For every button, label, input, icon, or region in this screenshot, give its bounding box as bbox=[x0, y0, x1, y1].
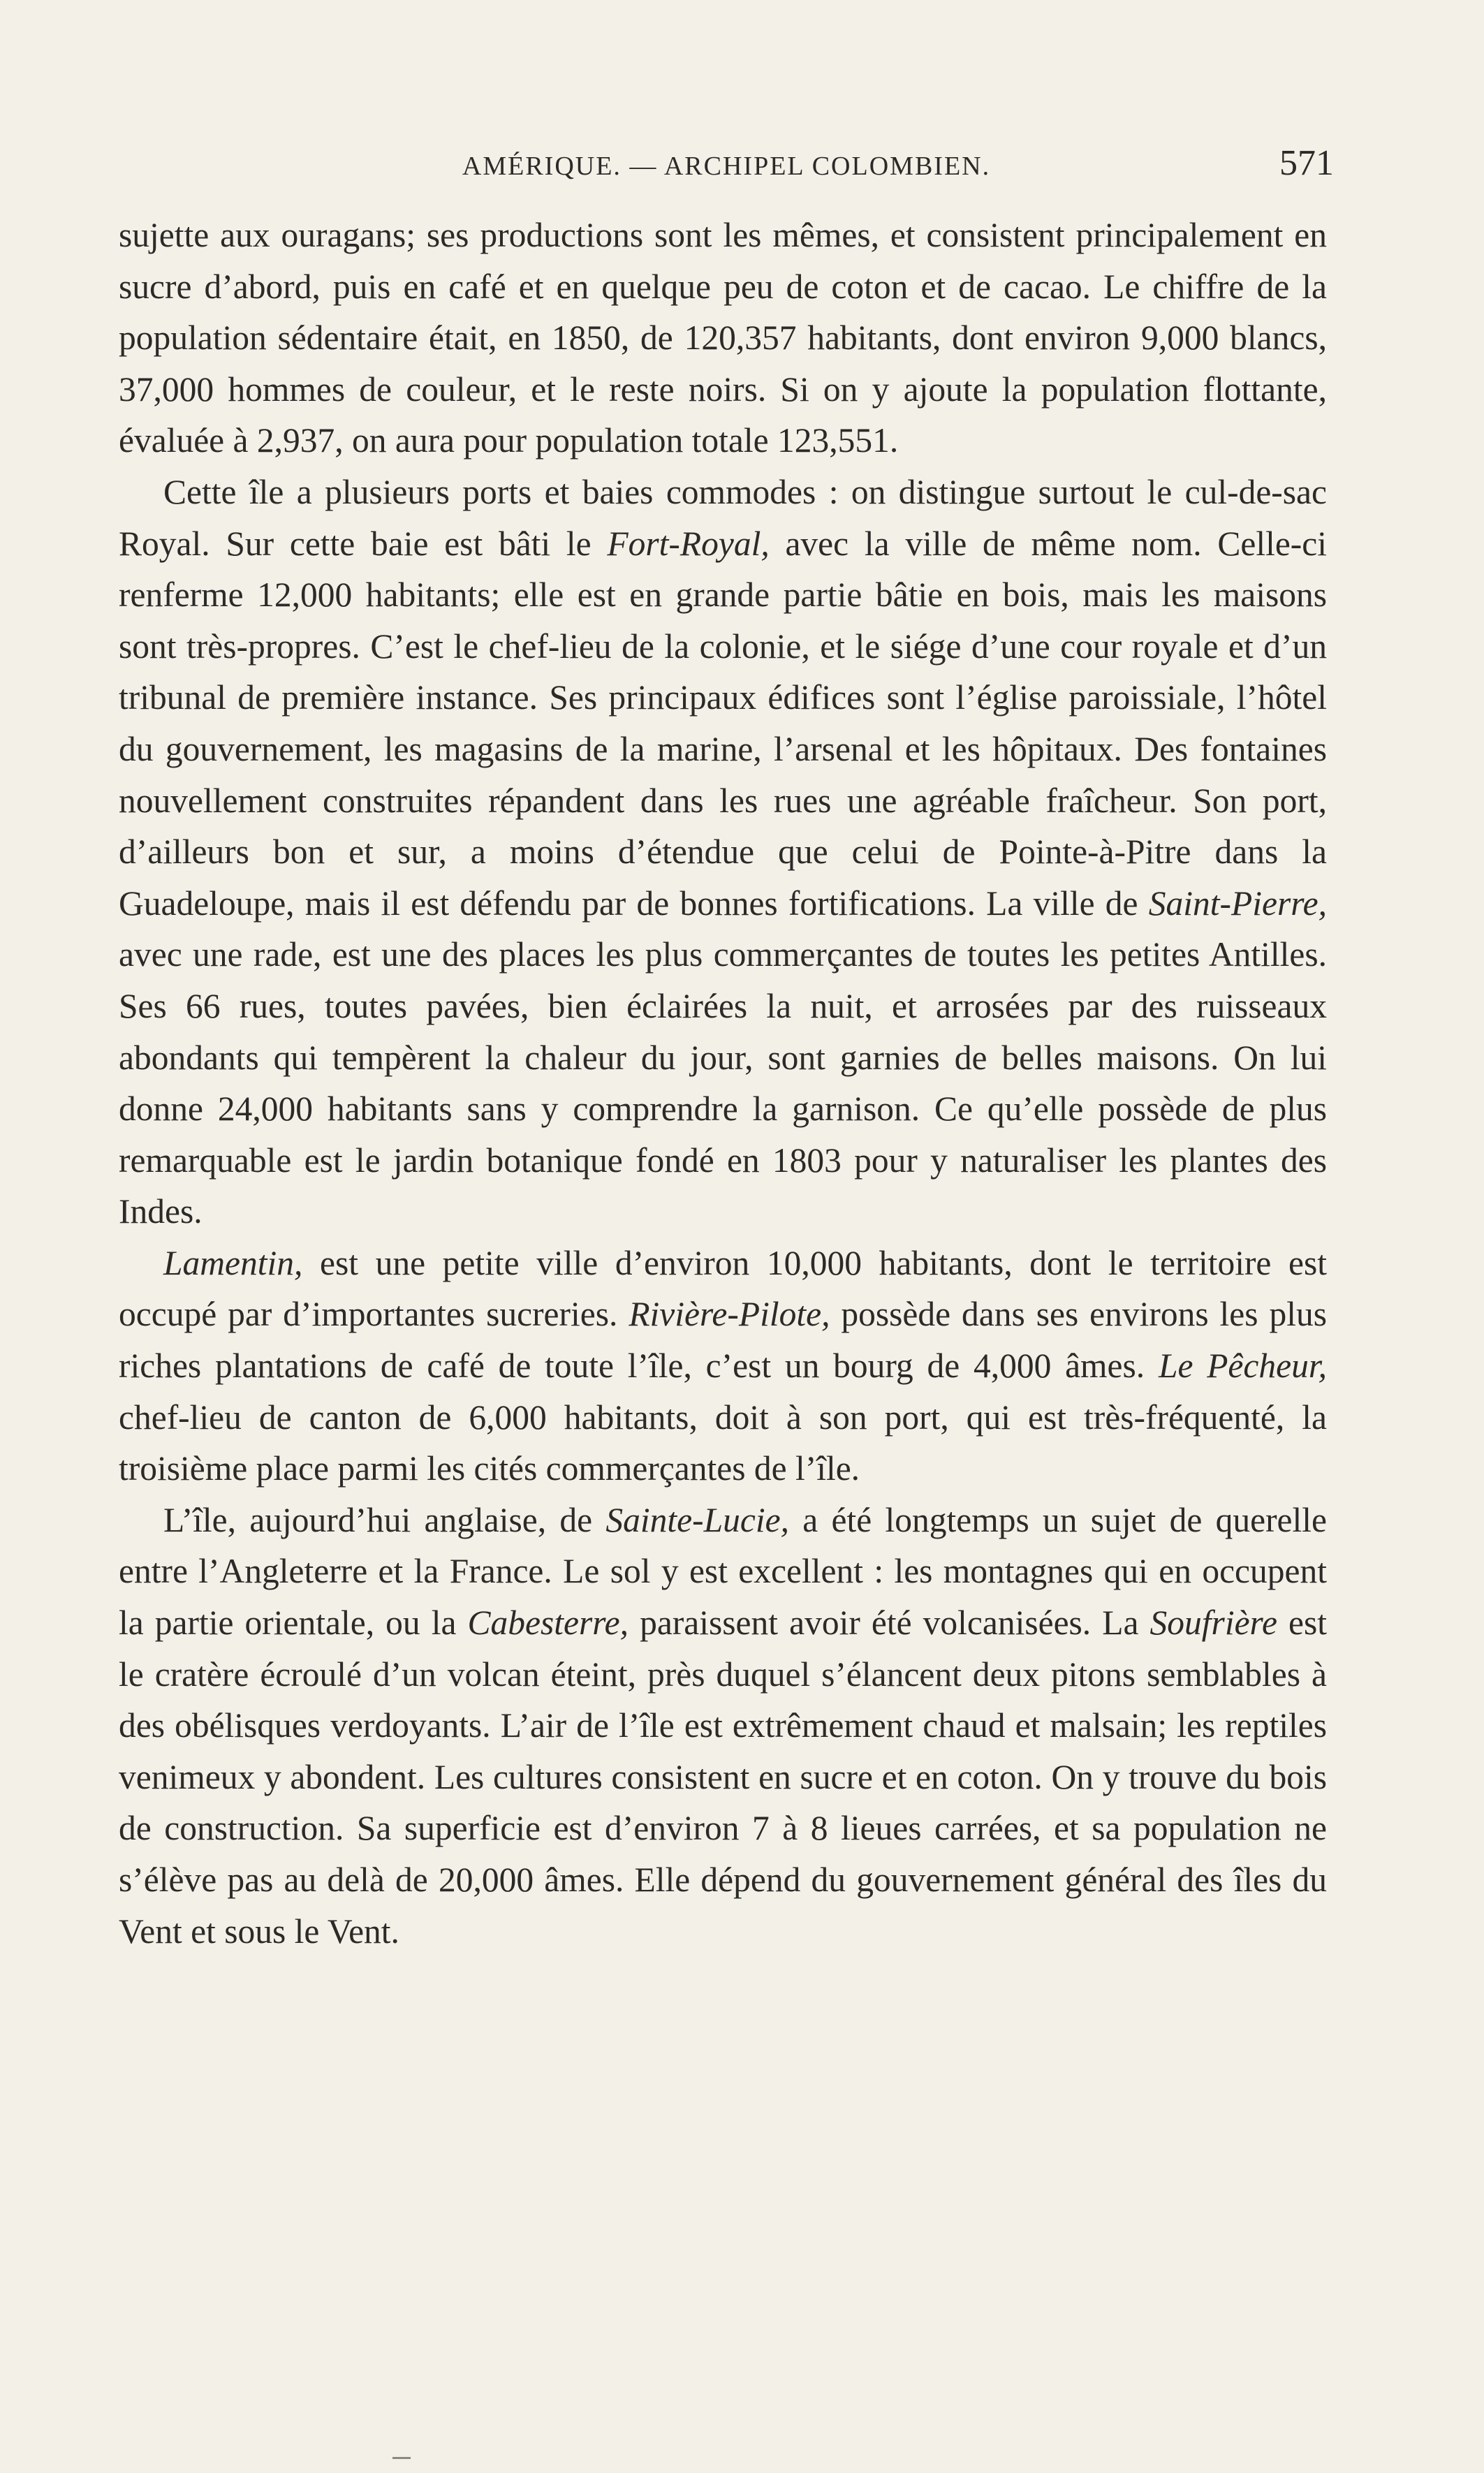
place-name-lamentin: Lamentin, bbox=[163, 1243, 303, 1282]
place-name-saint-pierre: Saint-Pierre, bbox=[1148, 883, 1327, 923]
text-span: chef-lieu de canton de 6,000 habitants, doit à son port, qui est très-fréquenté, la troisième place parmi les cités commerçantes de l’île. bbox=[119, 1397, 1327, 1488]
text-span: possède dans ses environs les plus riches plantations de café de toute l’île, c’est un bourg de 4,000 âmes. bbox=[119, 1295, 1327, 1386]
text-span: L’île, aujourd’hui anglaise, de bbox=[163, 1500, 606, 1539]
page-number: 571 bbox=[1279, 143, 1334, 183]
paragraph-3 bbox=[119, 1238, 1327, 1495]
paragraph-2 bbox=[119, 467, 1327, 1238]
running-title: AMÉRIQUE. — ARCHIPEL COLOMBIEN. bbox=[462, 152, 991, 181]
paragraph-1 bbox=[119, 210, 1327, 467]
text-span: est une petite ville d’environ 10,000 habitants, dont le territoire est occupé par d’importantes sucreries. bbox=[119, 1243, 1327, 1334]
footer-mark bbox=[392, 2457, 411, 2459]
place-name-cabesterre: Cabesterre, bbox=[467, 1604, 629, 1643]
place-name-soufriere: Soufrière bbox=[1149, 1604, 1277, 1643]
place-name-sainte-lucie: Sainte-Lucie, bbox=[605, 1500, 789, 1539]
page-header bbox=[119, 137, 1334, 193]
text-span: Cette île a plusieurs ports et baies commodes : on distingue surtout le cul-de-sac Royal. Sur cette baie est bâti le bbox=[119, 472, 1327, 563]
place-name-le-pecheur: Le Pêcheur, bbox=[1158, 1346, 1327, 1386]
text-span: paraissent avoir été volcanisées. La bbox=[629, 1604, 1150, 1643]
place-name-riviere-pilote: Rivière-Pilote, bbox=[629, 1295, 830, 1334]
text-span: avec la ville de même nom. Celle-ci renferme 12,000 habitants; elle est en grande partie bâtie en bois, mais les maisons sont très-propres. C’est le chef-lieu de la colonie, et le siége d’une cour royale et d’un tribunal de première instance. Ses principaux édifices sont l’église paroissiale, l’hôtel du gouvernement, les magasins de la marine, l’arsenal et les hôpitaux. Des fontaines nouvellement construites répandent dans les rues une agréable fraîcheur. Son port, d’ailleurs bon et sur, a moins d’étendue que celui de Pointe-à-Pitre dans la Guadeloupe, mais il est défendu par de bonnes fortifications. La ville de bbox=[119, 524, 1327, 923]
place-name-fort-royal: Fort-Royal, bbox=[607, 524, 770, 563]
text-span: avec une rade, est une des places les plus commerçantes de toutes les petites Antilles. Ses 66 rues, toutes pavées, bien éclairées la nuit, et arrosées par des ruisseaux abondants qui tempèrent la chaleur du jour, sont garnies de belles maisons. On lui donne 24,000 habitants sans y comprendre la garnison. Ce qu’elle possède de plus remarquable est le jardin botanique fondé en 1803 pour y naturaliser les plantes des Indes. bbox=[119, 935, 1327, 1231]
paragraph-4 bbox=[119, 1495, 1327, 1957]
body-text bbox=[119, 210, 1327, 1957]
paragraph-1-text: sujette aux ouragans; ses productions sont les mêmes, et consistent principalement en sucre d’abord, puis en café et en quelque peu de coton et de cacao. Le chiffre de la population sédentaire était, en 1850, de 120,357 habitants, dont environ 9,000 blancs, 37,000 hommes de couleur, et le reste noirs. Si on y ajoute la population flottante, évaluée à 2,937, on aura pour population totale 123,551. bbox=[119, 216, 1327, 460]
text-span: est le cratère écroulé d’un volcan éteint, près duquel s’élancent deux pitons semblables à des obélisques verdoyants. L’air de l’île est extrêmement chaud et malsain; les reptiles venimeux y abondent. Les cultures consistent en sucre et en coton. On y trouve du bois de construction. Sa superficie est d’environ 7 à 8 lieues carrées, et sa population ne s’élève pas au delà de 20,000 âmes. Elle dépend du gouvernement général des îles du Vent et sous le Vent. bbox=[119, 1604, 1327, 1951]
text-span: a été longtemps un sujet de querelle entre l’Angleterre et la France. Le sol y est excellent : les montagnes qui en occupent la partie orientale, ou la bbox=[119, 1500, 1327, 1643]
